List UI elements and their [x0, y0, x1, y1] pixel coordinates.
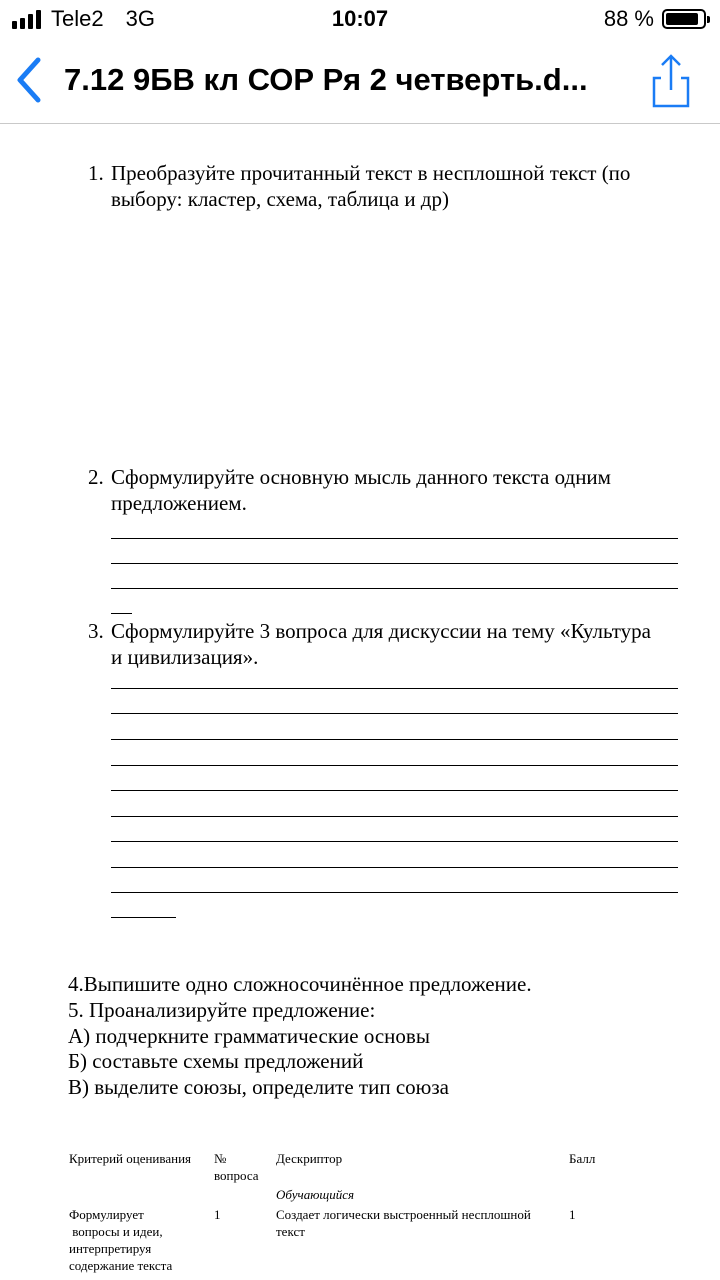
question-text — [111, 464, 681, 516]
battery-icon — [662, 9, 706, 29]
header-criterion: Критерий оценивания — [69, 1151, 192, 1166]
cell-line: вопросы и идеи, — [69, 1224, 163, 1239]
answer-line — [111, 588, 678, 589]
answer-line — [111, 739, 678, 740]
question-number: 2. — [88, 465, 104, 489]
document-page[interactable] — [0, 124, 720, 1280]
cell-line: текст — [276, 1224, 305, 1239]
row-score: 1 — [569, 1207, 576, 1222]
question-line: Преобразуйте прочитанный текст в несплошной текст (по — [111, 161, 631, 185]
network-type: 3G — [125, 6, 155, 31]
header-descriptor: Дескриптор — [276, 1151, 343, 1166]
answer-line — [111, 688, 678, 689]
navigation-bar — [0, 40, 720, 124]
answer-line — [111, 790, 678, 791]
task-5: 5. Проанализируйте предложение: — [68, 998, 376, 1022]
answer-line — [111, 867, 678, 868]
back-button[interactable] — [8, 52, 54, 108]
battery-level — [666, 13, 698, 25]
subheader-student: Обучающийся — [276, 1187, 355, 1202]
task-4: 4.Выпишите одно сложносочинённое предложение. — [68, 972, 532, 996]
answer-line — [111, 816, 678, 817]
answer-line — [111, 892, 678, 893]
cell-line: интерпретируя — [69, 1241, 152, 1256]
answer-line — [111, 765, 678, 766]
question-number: 3. — [88, 619, 104, 643]
clock: 10:07 — [331, 6, 389, 31]
cell-line: содержание текста — [69, 1258, 173, 1273]
question-number: 1. — [88, 161, 104, 185]
question-line: предложением. — [111, 491, 247, 515]
answer-line — [111, 841, 678, 842]
task-5a: А) подчеркните грамматические основы — [68, 1024, 430, 1048]
question-line: Сформулируйте основную мысль данного текста одним — [111, 465, 611, 489]
chevron-left-icon — [8, 52, 54, 108]
share-icon — [646, 50, 694, 110]
carrier-name: Tele2 — [51, 6, 104, 31]
status-bar — [0, 0, 720, 40]
answer-line — [111, 538, 678, 539]
answer-line — [111, 713, 678, 714]
task-5c: В) выделите союзы, определите тип союза — [68, 1075, 449, 1099]
share-button[interactable] — [646, 50, 694, 110]
header-score: Балл — [569, 1151, 596, 1166]
question-text — [111, 160, 681, 212]
status-right — [604, 6, 706, 32]
question-line: и цивилизация». — [111, 645, 259, 669]
task-5b: Б) составьте схемы предложений — [68, 1049, 364, 1073]
row-criterion — [69, 1206, 172, 1274]
answer-line — [111, 563, 678, 564]
question-line: выбору: кластер, схема, таблица и др) — [111, 187, 449, 211]
header-number: № — [214, 1151, 227, 1166]
row-descriptor — [276, 1206, 531, 1240]
cell-line: Создает логически выстроенный несплошной — [276, 1207, 531, 1222]
battery-percent: 88 % — [603, 6, 654, 31]
question-text — [111, 618, 681, 670]
question-line: Сформулируйте 3 вопроса для дискуссии на тему «Культура — [111, 619, 651, 643]
cell-line: Формулирует — [69, 1207, 144, 1222]
row-number: 1 — [214, 1207, 221, 1222]
document-title: 7.12 9БВ кл СОР Ря 2 четверть.d... — [64, 62, 588, 97]
answer-line — [111, 917, 176, 918]
answer-line — [111, 613, 132, 614]
header-number-2: вопроса — [214, 1168, 259, 1183]
